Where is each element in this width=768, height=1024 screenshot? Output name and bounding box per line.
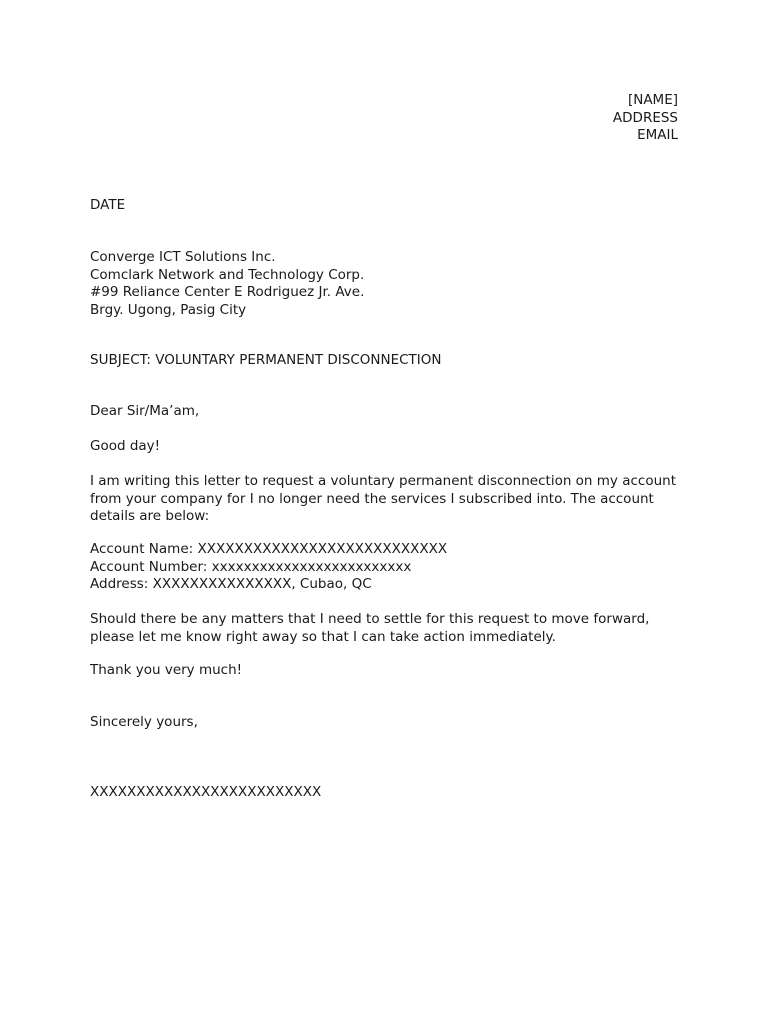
sender-email: EMAIL [637,127,678,143]
sender-name: [NAME] [627,92,678,108]
sender-address: ADDRESS [612,109,678,126]
closing: Sincerely yours, [90,714,198,730]
signature-line [90,784,690,802]
salutation-line [90,403,690,421]
recipient-company: Converge ICT Solutions Inc. [90,249,276,265]
account-number: Account Number: xxxxxxxxxxxxxxxxxxxxxxxxx [90,558,412,575]
recipient-street: #99 Reliance Center E Rodriguez Jr. Ave. [90,284,365,300]
account-details [90,541,690,594]
salutation: Dear Sir/Ma’am, [90,403,200,419]
subject-line [90,352,690,370]
greeting-line [90,438,690,456]
account-address: Address: XXXXXXXXXXXXXXX, Cubao, QC [90,576,372,592]
recipient-block [90,249,690,319]
recipient-city: Brgy. Ugong, Pasig City [90,301,247,318]
account-name: Account Name: XXXXXXXXXXXXXXXXXXXXXXXXXXX [90,541,448,557]
recipient-corp: Comclark Network and Technology Corp. [90,266,365,283]
body-paragraph-1: I am writing this letter to request a voluntary permanent disconnection on my account from your company for I no longer need the services I subscribed into. The account details are below: [90,473,676,524]
date: DATE [90,197,126,213]
date-line [90,197,690,215]
subject: SUBJECT: VOLUNTARY PERMANENT DISCONNECTION [90,352,442,368]
greeting: Good day! [90,438,161,454]
body-paragraph-2: Should there be any matters that I need to settle for this request to move forward, please let me know right away so that I can take action immediately. [90,611,650,645]
signature: XXXXXXXXXXXXXXXXXXXXXXXXX [90,784,322,800]
sender-block [613,92,678,145]
thanks-line [90,662,690,680]
closing-line [90,714,690,732]
thanks: Thank you very much! [90,662,243,678]
